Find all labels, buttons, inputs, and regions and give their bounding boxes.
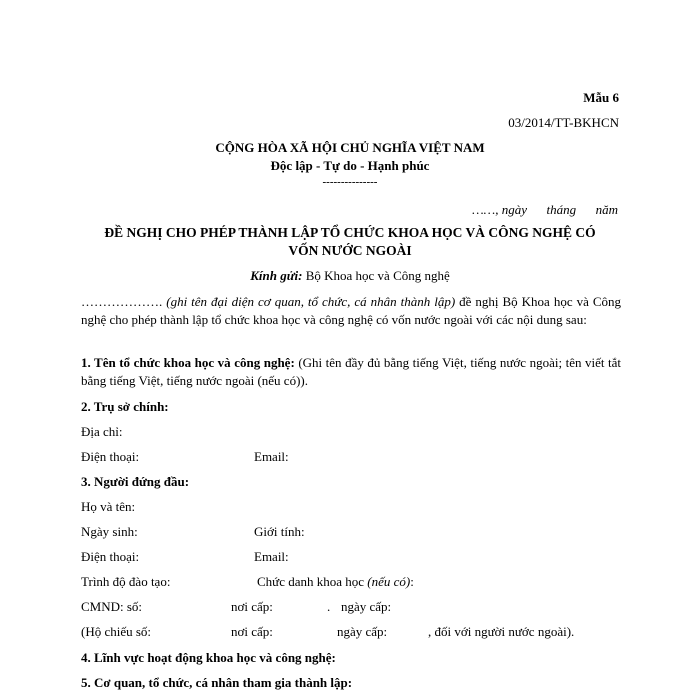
recipient-line <box>0 268 700 284</box>
passport-number-label: (Hộ chiếu số: <box>81 624 152 639</box>
academic-title-note: (nếu có) <box>367 574 411 589</box>
recipient-label: Kính gửi: <box>250 268 303 283</box>
section5-heading: 5. Cơ quan, tổ chức, cá nhân tham gia thành lập: <box>81 675 353 690</box>
document-title-line1: ĐỀ NGHỊ CHO PHÉP THÀNH LẬP TỔ CHỨC KHOA HỌC VÀ CÔNG NGHỆ CÓ <box>104 225 596 240</box>
section4-heading: 4. Lĩnh vực hoạt động khoa học và công nghệ: <box>81 650 336 665</box>
gender-label: Giới tính: <box>254 524 305 539</box>
passport-date-label: ngày cấp: <box>337 624 388 639</box>
motto: Độc lập - Tự do - Hạnh phúc <box>270 158 430 173</box>
id-place-label: nơi cấp: <box>231 599 273 614</box>
intro-dots: ………………. <box>81 294 163 309</box>
section2-heading: 2. Trụ sở chính: <box>81 399 169 414</box>
section1-heading: 1. Tên tổ chức khoa học và công nghệ: <box>81 355 295 370</box>
passport-place-label: nơi cấp: <box>231 624 273 639</box>
id-number-label: CMND: số: <box>81 599 143 614</box>
document-title-line2: VỐN NƯỚC NGOÀI <box>288 243 412 258</box>
nation-title: CỘNG HÒA XÃ HỘI CHỦ NGHĨA VIỆT NAM <box>215 140 485 155</box>
section1-paragraph <box>81 354 621 390</box>
academic-title-label <box>257 574 414 590</box>
circular-number: 03/2014/TT-BKHCN <box>508 115 619 130</box>
name-label: Họ và tên: <box>81 499 136 514</box>
address-label: Địa chỉ: <box>81 424 123 439</box>
academic-title-text: Chức danh khoa học <box>257 574 368 589</box>
id-date-label: ngày cấp: <box>341 599 392 614</box>
header-divider: --------------- <box>322 176 378 188</box>
id-dot: . <box>327 599 331 614</box>
section1-text: (Ghi tên đầy đủ bằng tiếng Việt, tiếng nước ngoài; tên viết tắt bằng tiếng Việt, tiếng nước ngoài (nếu có)). <box>81 355 621 388</box>
intro-text: đề nghị Bộ Khoa học và Công nghệ cho phép thành lập tổ chức khoa học và công nghệ có vốn nước ngoài với các nội dung sau: <box>81 294 621 327</box>
section3-heading: 3. Người đứng đầu: <box>81 474 190 489</box>
dob-label: Ngày sinh: <box>81 524 138 539</box>
academic-title-colon: : <box>410 574 414 589</box>
date-line: ……, ngày tháng năm <box>472 202 618 217</box>
intro-paragraph <box>81 293 621 329</box>
leader-email-label: Email: <box>254 549 289 564</box>
leader-phone-label: Điện thoại: <box>81 549 140 564</box>
hq-phone-label: Điện thoại: <box>81 449 140 464</box>
passport-note: , đối với người nước ngoài). <box>428 624 575 639</box>
education-label: Trình độ đào tạo: <box>81 574 171 589</box>
form-number: Mẫu 6 <box>583 90 619 105</box>
hq-email-label: Email: <box>254 449 289 464</box>
intro-italic: (ghi tên đại diện cơ quan, tổ chức, cá nhân thành lập) <box>162 294 456 309</box>
recipient-value: Bộ Khoa học và Công nghệ <box>302 268 450 283</box>
